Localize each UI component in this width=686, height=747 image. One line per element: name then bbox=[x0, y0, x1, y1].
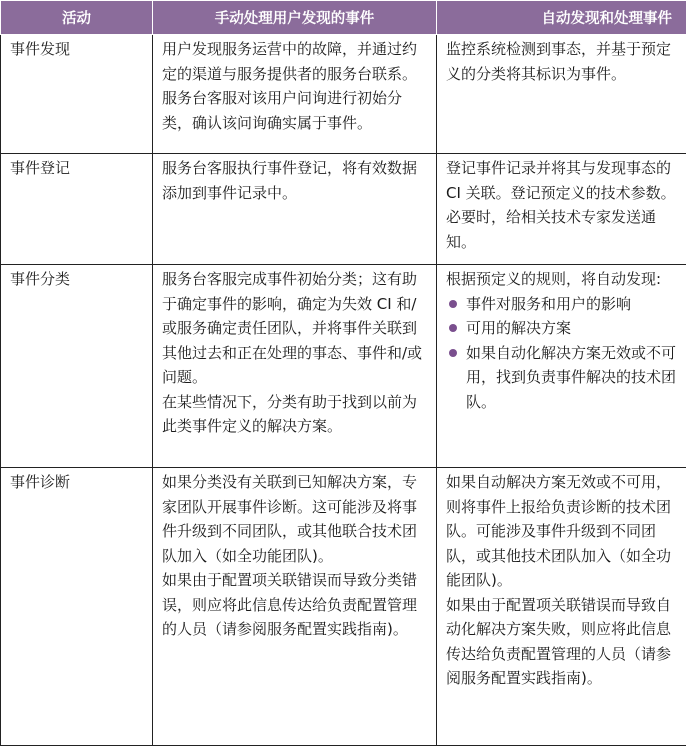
bullet-dot-icon bbox=[449, 349, 457, 357]
auto-cell bbox=[437, 265, 686, 468]
header-auto: 自动发现和处理事件 bbox=[437, 1, 686, 35]
manual-cell bbox=[153, 265, 437, 468]
auto-text: 如果自动解决方案无效或不可用，则将事件上报给负责诊断的技术团队。可能涉及事件升级到不同团队，或其他技术团队加入（如全功能团队)。 bbox=[446, 473, 672, 589]
header-manual: 手动处理用户发现的事件 bbox=[153, 1, 437, 35]
auto-cell bbox=[437, 154, 686, 265]
activity-cell: 事件发现 bbox=[1, 35, 153, 154]
list-item: 事件对服务和用户的影响 bbox=[446, 292, 680, 317]
manual-cell bbox=[153, 35, 437, 154]
list-item: 如果自动化解决方案无效或不可用，找到负责事件解决的技术团队。 bbox=[446, 341, 680, 415]
activity-cell: 事件分类 bbox=[1, 265, 153, 468]
auto-cell bbox=[437, 35, 686, 154]
auto-bullet-list bbox=[446, 292, 680, 415]
auto-text: 监控系统检测到事态，并基于预定义的分类将其标识为事件。 bbox=[446, 40, 672, 83]
manual-text: 如果由于配置项关联错误而导致分类错误，则应将此信息传达给负责配置管理的人员（请参阅服务配置实践指南)。 bbox=[162, 571, 418, 638]
manual-text: 服务台客服完成事件初始分类；这有助于确定事件的影响，确定为失效 CI 和/或服务确定责任团队，并将事件关联到其他过去和正在处理的事态、事件和/或问题。 bbox=[162, 270, 423, 386]
manual-text: 在某些情况下，分类有助于找到以前为此类事件定义的解决方案。 bbox=[162, 392, 418, 435]
manual-text: 用户发现服务运营中的故障，并通过约定的渠道与服务提供者的服务台联系。服务台客服对该用户问询进行初始分类，确认该问询确实属于事件。 bbox=[162, 40, 418, 132]
table-row bbox=[1, 154, 686, 265]
manual-text: 服务台客服执行事件登记，将有效数据添加到事件记录中。 bbox=[162, 159, 418, 202]
list-item: 可用的解决方案 bbox=[446, 316, 680, 341]
bullet-dot-icon bbox=[449, 324, 457, 332]
auto-text: 根据预定义的规则，将自动发现: bbox=[446, 270, 662, 288]
auto-text: 登记事件记录并将其与发现事态的 CI 关联。登记预定义的技术参数。必要时，给相关技术专家发送通知。 bbox=[446, 159, 676, 251]
manual-cell bbox=[153, 468, 437, 746]
manual-cell bbox=[153, 154, 437, 265]
activity-cell: 事件登记 bbox=[1, 154, 153, 265]
auto-text: 如果由于配置项关联错误而导致自动化解决方案失败，则应将此信息传达给负责配置管理的人员（请参阅服务配置实践指南)。 bbox=[446, 595, 672, 687]
manual-text: 如果分类没有关联到已知解决方案，专家团队开展事件诊断。这可能涉及将事件升级到不同团队，或其他联合技术团队加入（如全功能团队)。 bbox=[162, 473, 418, 565]
table-row bbox=[1, 468, 686, 746]
table-row bbox=[1, 35, 686, 154]
activity-cell: 事件诊断 bbox=[1, 468, 153, 746]
header-activity: 活动 bbox=[1, 1, 153, 35]
bullet-dot-icon bbox=[449, 300, 457, 308]
table-row bbox=[1, 265, 686, 468]
header-row bbox=[1, 1, 686, 35]
auto-cell bbox=[437, 468, 686, 746]
